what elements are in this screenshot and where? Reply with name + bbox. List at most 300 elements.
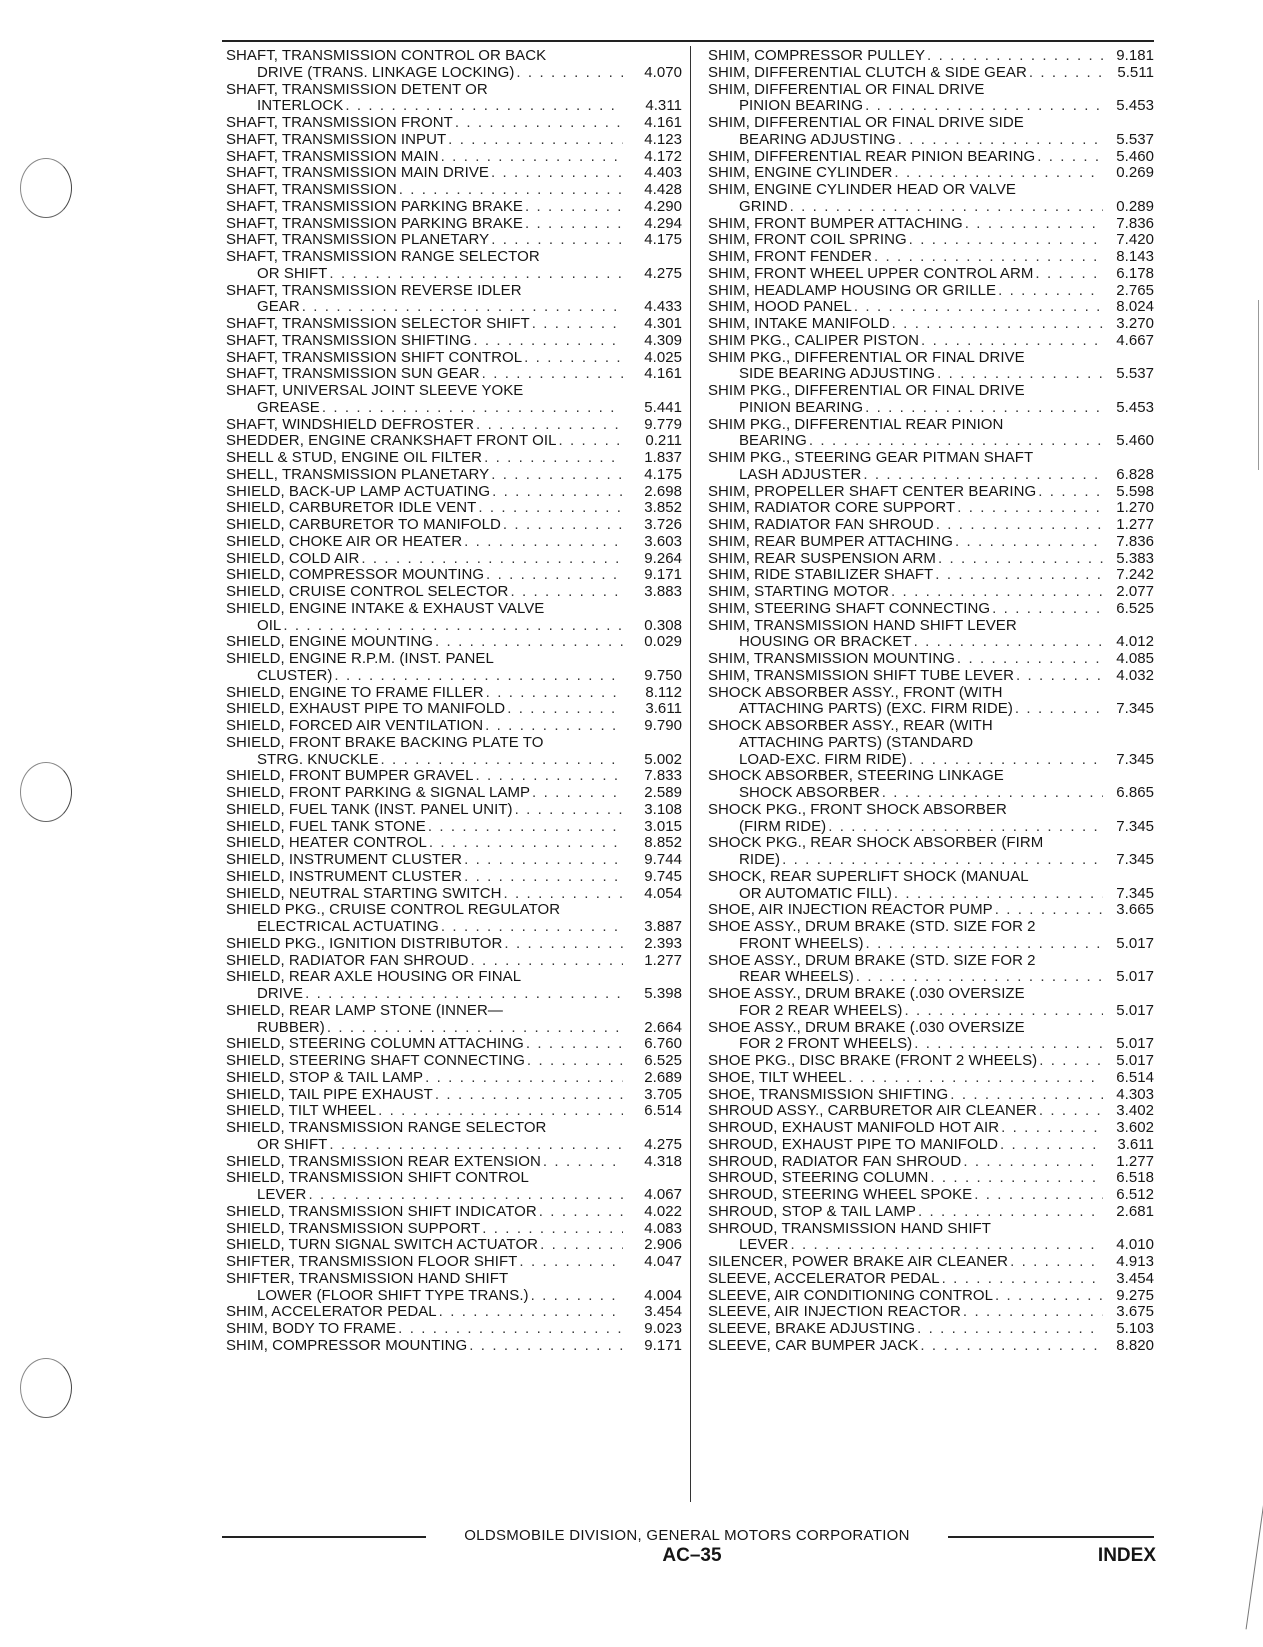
entry-title-line (226, 1338, 682, 1355)
index-entry (708, 232, 1154, 249)
entry-page-reference: 3.603 (644, 532, 682, 550)
entry-page-reference: 3.883 (644, 583, 682, 600)
index-entry (708, 1254, 1154, 1271)
entry-text: SHAFT, TRANSMISSION DETENT OR (226, 80, 488, 98)
index-entry (226, 417, 682, 434)
entry-page-reference: 4.294 (644, 214, 682, 232)
dot-leader (898, 132, 1103, 149)
dot-leader (327, 1020, 623, 1037)
index-entry (708, 1271, 1154, 1288)
index-entry (708, 1204, 1154, 1221)
dot-leader (464, 869, 623, 886)
entry-title-line (708, 333, 1154, 350)
page-edge-line (1246, 1481, 1263, 1630)
entry-title-line (226, 199, 682, 216)
entry-text: SHIM, FRONT BUMPER ATTACHING (708, 214, 963, 232)
entry-page-reference: 9.275 (1116, 1286, 1154, 1304)
dot-leader (334, 668, 623, 685)
entry-title-line (226, 467, 682, 484)
index-entry (708, 149, 1154, 166)
entry-text: SHOCK PKG., REAR SHOCK ABSORBER (FIRM (708, 834, 1044, 852)
dot-leader (482, 1221, 623, 1238)
entry-text: SHIELD, EXHAUST PIPE TO MANIFOLD (226, 700, 506, 718)
entry-text: SHIELD, TRANSMISSION SHIFT CONTROL (226, 1169, 529, 1187)
entry-text: SHOCK ABSORBER (739, 784, 880, 801)
index-entry (708, 618, 1154, 652)
dot-leader (476, 768, 623, 785)
index-entry (226, 785, 682, 802)
index-entry (708, 165, 1154, 182)
entry-text: DRIVE (257, 985, 304, 1002)
entry-page-reference: 3.602 (1116, 1119, 1154, 1136)
entry-continuation-line (708, 701, 1154, 718)
entry-text: SHIELD, TRANSMISSION SUPPORT (226, 1219, 481, 1237)
entry-page-reference: 6.525 (1116, 599, 1154, 617)
dot-leader (492, 484, 623, 501)
entry-title-line (708, 1304, 1154, 1321)
entry-text: SHOE, TILT WHEEL (708, 1068, 847, 1086)
entry-text: SHIELD, FRONT PARKING & SIGNAL LAMP (226, 784, 531, 801)
index-entry (708, 316, 1154, 333)
entry-title-line (708, 316, 1154, 333)
entry-page-reference: 9.790 (644, 717, 682, 734)
entry-text: LEVER (739, 1236, 789, 1254)
entry-title-line (708, 450, 1154, 467)
dot-leader (464, 534, 623, 551)
entry-page-reference: 5.460 (1116, 432, 1154, 450)
entry-text: SHIM, TRANSMISSION SHIFT TUBE LEVER (708, 666, 1014, 684)
entry-page-reference: 7.345 (1116, 700, 1154, 718)
dot-leader (378, 1103, 623, 1120)
entry-title-line (708, 919, 1154, 936)
dot-leader (1001, 1120, 1103, 1137)
entry-title-line (226, 1304, 682, 1321)
dot-leader (283, 618, 623, 635)
entry-title-line (708, 48, 1154, 65)
index-entry (708, 1288, 1154, 1305)
entry-title-line (708, 216, 1154, 233)
index-entry (708, 115, 1154, 149)
entry-text: LEVER (257, 1186, 307, 1203)
entry-page-reference: 1.277 (644, 951, 682, 969)
entry-continuation-line (226, 752, 682, 769)
entry-text: SHIM PKG., DIFFERENTIAL REAR PINION (708, 415, 1004, 433)
entry-text: SHIELD, CARBURETOR TO MANIFOLD (226, 516, 501, 533)
entry-page-reference: 4.067 (644, 1186, 682, 1203)
entry-text: SHIFTER, TRANSMISSION HAND SHIFT (226, 1269, 509, 1287)
entry-text: SHIM, BODY TO FRAME (226, 1320, 397, 1337)
dot-leader (524, 350, 623, 367)
entry-text: SHIM, REAR BUMPER ATTACHING (708, 532, 953, 550)
dot-leader (429, 835, 623, 852)
dot-leader (920, 1338, 1103, 1355)
entry-title-line (708, 350, 1154, 367)
entry-text: SHIELD, RADIATOR FAN SHROUD (226, 951, 469, 969)
entry-title-line (708, 651, 1154, 668)
entry-title-line (226, 1170, 682, 1187)
entry-text: SHEDDER, ENGINE CRANKSHAFT FRONT OIL (226, 432, 557, 450)
entry-page-reference: 4.667 (1116, 331, 1154, 349)
entry-page-reference: 1.277 (1116, 516, 1154, 533)
index-entry (226, 584, 682, 601)
entry-title-line (226, 517, 682, 534)
entry-title-line (708, 82, 1154, 99)
entry-title-line (708, 1053, 1154, 1070)
entry-page-reference: 0.029 (644, 633, 682, 651)
index-entry (226, 1053, 682, 1070)
entry-text: SHIM, DIFFERENTIAL OR FINAL DRIVE SIDE (708, 114, 1024, 131)
entry-text: SLEEVE, AIR INJECTION REACTOR (708, 1303, 961, 1321)
entry-continuation-line (708, 467, 1154, 484)
entry-page-reference: 5.017 (1116, 1035, 1154, 1053)
dot-leader (305, 986, 623, 1003)
dot-leader (476, 417, 623, 434)
entry-title-line (708, 65, 1154, 82)
entry-title-line (226, 500, 682, 517)
index-entry (226, 969, 682, 1003)
entry-title-line (708, 584, 1154, 601)
index-entry (226, 1321, 682, 1338)
entry-text: SHOE ASSY., DRUM BRAKE (STD. SIZE FOR 2 (708, 918, 1036, 935)
entry-title-line (226, 1070, 682, 1087)
entry-title-line (226, 584, 682, 601)
dot-leader (322, 400, 623, 417)
dot-leader (892, 316, 1103, 333)
index-entry (708, 1087, 1154, 1104)
dot-leader (471, 953, 624, 970)
entry-page-reference: 5.453 (1116, 398, 1154, 416)
entry-page-reference: 5.103 (1116, 1320, 1154, 1337)
entry-text: SHIM, FRONT FENDER (708, 248, 872, 265)
entry-text: SHIELD, TRANSMISSION SHIFT INDICATOR (226, 1202, 537, 1220)
entry-page-reference: 4.303 (1116, 1085, 1154, 1103)
entry-page-reference: 4.123 (644, 130, 682, 148)
entry-title-line (708, 567, 1154, 584)
index-entry (226, 1036, 682, 1053)
entry-text: STRG. KNUCKLE (257, 750, 379, 768)
index-entry (708, 601, 1154, 618)
dot-leader (491, 232, 623, 249)
binder-hole-bottom (20, 1358, 72, 1418)
entry-text: SHROUD, STEERING COLUMN (708, 1169, 929, 1187)
entry-page-reference: 4.403 (644, 164, 682, 182)
index-entry (708, 902, 1154, 919)
dot-leader (531, 1288, 623, 1305)
entry-text: SHIM, STEERING SHAFT CONNECTING (708, 599, 991, 617)
entry-text: SHIELD, STOP & TAIL LAMP (226, 1068, 424, 1086)
dot-leader (936, 517, 1103, 534)
entry-continuation-line (226, 266, 682, 283)
entry-text: PINION BEARING (739, 398, 864, 416)
entry-continuation-line (708, 1036, 1154, 1053)
entry-text: SHROUD, RADIATOR FAN SHROUD (708, 1152, 962, 1170)
index-entry (226, 517, 682, 534)
entry-continuation-line (708, 433, 1154, 450)
entry-page-reference: 0.211 (645, 432, 682, 450)
index-entry (226, 182, 682, 199)
entry-page-reference: 3.454 (644, 1303, 682, 1321)
entry-title-line (226, 1254, 682, 1271)
entry-text: SHAFT, TRANSMISSION REVERSE IDLER (226, 281, 522, 299)
entry-text: SHAFT, TRANSMISSION INPUT (226, 130, 447, 148)
entry-text: SHIM, RIDE STABILIZER SHAFT (708, 566, 934, 584)
entry-page-reference: 1.270 (1116, 499, 1154, 517)
dot-leader (1015, 701, 1103, 718)
entry-text: SHAFT, TRANSMISSION SUN GEAR (226, 365, 480, 383)
dot-leader (491, 165, 623, 182)
index-entry (226, 316, 682, 333)
entry-title-line (226, 383, 682, 400)
entry-page-reference: 3.454 (1116, 1269, 1154, 1287)
entry-title-line (226, 1154, 682, 1171)
entry-title-line (226, 417, 682, 434)
dot-leader (863, 467, 1103, 484)
entry-text: SHIM PKG., CALIPER PISTON (708, 331, 920, 349)
entry-title-line (708, 768, 1154, 785)
entry-page-reference: 4.275 (644, 264, 682, 282)
entry-continuation-line (708, 634, 1154, 651)
dot-leader (894, 165, 1103, 182)
entry-continuation-line (708, 819, 1154, 836)
entry-continuation-line (226, 299, 682, 316)
entry-continuation-line (708, 752, 1154, 769)
entry-text: SHIELD, TURN SIGNAL SWITCH ACTUATOR (226, 1236, 539, 1254)
binder-hole-top (20, 158, 72, 218)
dot-leader (894, 886, 1103, 903)
dot-leader (909, 232, 1103, 249)
entry-text: SHIM, STARTING MOTOR (708, 583, 890, 600)
dot-leader (955, 534, 1103, 551)
entry-text: LASH ADJUSTER (739, 465, 862, 483)
index-entry (708, 350, 1154, 384)
entry-text: SHIM, REAR SUSPENSION ARM (708, 549, 936, 567)
entry-text: GRIND (739, 197, 788, 215)
binder-hole-middle (20, 762, 72, 822)
entry-text: SHIM, HEADLAMP HOUSING OR GRILLE (708, 281, 997, 299)
entry-page-reference: 9.171 (644, 1336, 682, 1354)
entry-page-reference: 7.345 (1116, 851, 1154, 868)
entry-text: ATTACHING PARTS) (EXC. FIRM RIDE) (739, 700, 1013, 718)
entry-continuation-line (708, 366, 1154, 383)
dot-leader (937, 366, 1103, 383)
entry-title-line (226, 333, 682, 350)
footer-rule-left (222, 1536, 426, 1538)
entry-page-reference: 5.460 (1116, 147, 1154, 165)
dot-leader (963, 1304, 1103, 1321)
entry-page-reference: 5.017 (1116, 934, 1154, 952)
index-entry (226, 601, 682, 635)
entry-page-reference: 5.017 (1116, 1001, 1154, 1019)
index-entry (226, 1003, 682, 1037)
entry-text: SILENCER, POWER BRAKE AIR CLEANER (708, 1253, 1009, 1270)
entry-continuation-line (708, 785, 1154, 802)
index-entry (226, 651, 682, 685)
entry-text: SHIELD, COLD AIR (226, 549, 360, 567)
index-entry (226, 902, 682, 936)
entry-title-line (708, 500, 1154, 517)
entry-page-reference: 6.514 (1116, 1068, 1154, 1086)
dot-leader (302, 299, 623, 316)
entry-title-line (708, 685, 1154, 702)
entry-page-reference: 7.345 (1116, 750, 1154, 768)
page-edge-line (1258, 300, 1259, 470)
entry-title-line (226, 936, 682, 953)
entry-text: SHROUD ASSY., CARBURETOR AIR CLEANER (708, 1102, 1037, 1120)
entry-text: SHAFT, TRANSMISSION PARKING BRAKE (226, 214, 523, 232)
entry-title-line (226, 852, 682, 869)
entry-title-line (708, 986, 1154, 1003)
dot-leader (1038, 484, 1103, 501)
index-entry (708, 450, 1154, 484)
index-entry (226, 1154, 682, 1171)
dot-leader (992, 601, 1103, 618)
entry-text: SHIM, ENGINE CYLINDER HEAD OR VALVE (708, 181, 1016, 198)
dot-leader (441, 919, 623, 936)
entry-continuation-line (708, 1003, 1154, 1020)
entry-title-line (708, 149, 1154, 166)
entry-page-reference: 4.311 (645, 97, 682, 115)
entry-text: SLEEVE, ACCELERATOR PEDAL (708, 1269, 940, 1287)
entry-page-reference: 4.054 (644, 884, 682, 902)
entry-title-line (226, 1237, 682, 1254)
entry-page-reference: 6.178 (1116, 264, 1154, 282)
index-entry (226, 165, 682, 182)
index-entry (708, 768, 1154, 802)
entry-title-line (708, 266, 1154, 283)
dot-leader (866, 936, 1103, 953)
entry-page-reference: 6.760 (644, 1035, 682, 1053)
entry-page-reference: 7.836 (1116, 214, 1154, 232)
entry-page-reference: 4.161 (644, 114, 682, 131)
dot-leader (484, 450, 623, 467)
dot-leader (381, 752, 623, 769)
entry-title-line (708, 1338, 1154, 1355)
entry-text: SHOE ASSY., DRUM BRAKE (STD. SIZE FOR 2 (708, 951, 1036, 969)
entry-title-line (708, 1103, 1154, 1120)
entry-page-reference: 0.289 (1116, 197, 1154, 215)
entry-text: DRIVE (TRANS. LINKAGE LOCKING) (257, 63, 515, 81)
entry-title-line (226, 551, 682, 568)
entry-title-line (226, 685, 682, 702)
entry-page-reference: 3.852 (644, 499, 682, 517)
entry-page-reference: 6.865 (1116, 784, 1154, 801)
entry-text: SHIM, PROPELLER SHAFT CENTER BEARING (708, 482, 1037, 500)
entry-page-reference: 2.589 (644, 784, 682, 801)
index-entry (708, 82, 1154, 116)
dot-leader (828, 819, 1103, 836)
dot-leader (428, 819, 623, 836)
entry-title-line (226, 869, 682, 886)
entry-text: BEARING ADJUSTING (739, 130, 896, 148)
entry-text: OR SHIFT (257, 264, 328, 282)
entry-continuation-line (708, 199, 1154, 216)
entry-title-line (226, 1053, 682, 1070)
entry-text: SHIM, FRONT WHEEL UPPER CONTROL ARM (708, 264, 1034, 282)
entry-title-line (708, 1170, 1154, 1187)
entry-title-line (226, 249, 682, 266)
index-entry (226, 1338, 682, 1355)
index-entry (708, 534, 1154, 551)
dot-leader (399, 182, 623, 199)
index-entry (708, 1137, 1154, 1154)
dot-leader (540, 1237, 623, 1254)
dot-leader (532, 316, 623, 333)
entry-continuation-line (708, 735, 1154, 752)
entry-text: REAR WHEELS) (739, 968, 854, 986)
index-entry (226, 283, 682, 317)
entry-title-line (226, 735, 682, 752)
dot-leader (963, 1154, 1103, 1171)
entry-continuation-line (226, 668, 682, 685)
entry-page-reference: 9.750 (644, 666, 682, 684)
dot-leader (435, 634, 623, 651)
entry-title-line (226, 1271, 682, 1288)
entry-title-line (226, 450, 682, 467)
entry-title-line (708, 115, 1154, 132)
entry-page-reference: 6.525 (644, 1052, 682, 1069)
dot-leader (486, 685, 623, 702)
dot-leader (486, 567, 623, 584)
dot-leader (473, 333, 623, 350)
entry-page-reference: 5.383 (1116, 549, 1154, 567)
entry-continuation-line (226, 98, 682, 115)
entry-text: SHIELD, FUEL TANK (INST. PANEL UNIT) (226, 800, 513, 818)
index-column-left (226, 48, 682, 1355)
entry-text: SHAFT, TRANSMISSION RANGE SELECTOR (226, 248, 540, 265)
entry-text: SHROUD, EXHAUST PIPE TO MANIFOLD (708, 1135, 998, 1153)
index-entry (708, 283, 1154, 300)
entry-text: SHIELD, REAR LAMP STONE (INNER— (226, 1001, 503, 1019)
entry-title-line (708, 299, 1154, 316)
dot-leader (503, 886, 623, 903)
index-entry (226, 199, 682, 216)
index-entry (226, 685, 682, 702)
entry-text: SHIM PKG., DIFFERENTIAL OR FINAL DRIVE (708, 348, 1025, 366)
entry-title-line (226, 819, 682, 836)
dot-leader (957, 500, 1103, 517)
dot-leader (1037, 149, 1103, 166)
entry-text: INTERLOCK (257, 97, 344, 115)
entry-page-reference: 5.453 (1116, 97, 1154, 115)
entry-title-line (226, 601, 682, 618)
entry-title-line (708, 1020, 1154, 1037)
dot-leader (515, 802, 623, 819)
dot-leader (957, 651, 1103, 668)
entry-page-reference: 9.171 (644, 566, 682, 584)
index-entry (708, 1120, 1154, 1137)
entry-page-reference: 3.611 (645, 700, 682, 718)
entry-text: SHROUD, TRANSMISSION HAND SHIFT (708, 1219, 991, 1237)
entry-text: SLEEVE, CAR BUMPER JACK (708, 1336, 919, 1354)
entry-title-line (226, 701, 682, 718)
index-entry (226, 1120, 682, 1154)
index-entry (708, 1070, 1154, 1087)
entry-title-line (226, 132, 682, 149)
entry-title-line (226, 350, 682, 367)
index-entry (226, 551, 682, 568)
entry-title-line (708, 232, 1154, 249)
entry-text: SHIM, FRONT COIL SPRING (708, 231, 907, 249)
index-entry (226, 953, 682, 970)
index-entry (226, 852, 682, 869)
index-entry (226, 936, 682, 953)
entry-text: SHIELD, FORCED AIR VENTILATION (226, 717, 484, 734)
dot-leader (921, 333, 1103, 350)
entry-text: FRONT WHEELS) (739, 934, 864, 952)
dot-leader (441, 149, 623, 166)
index-column-right (708, 48, 1154, 1355)
dot-leader (455, 115, 623, 132)
